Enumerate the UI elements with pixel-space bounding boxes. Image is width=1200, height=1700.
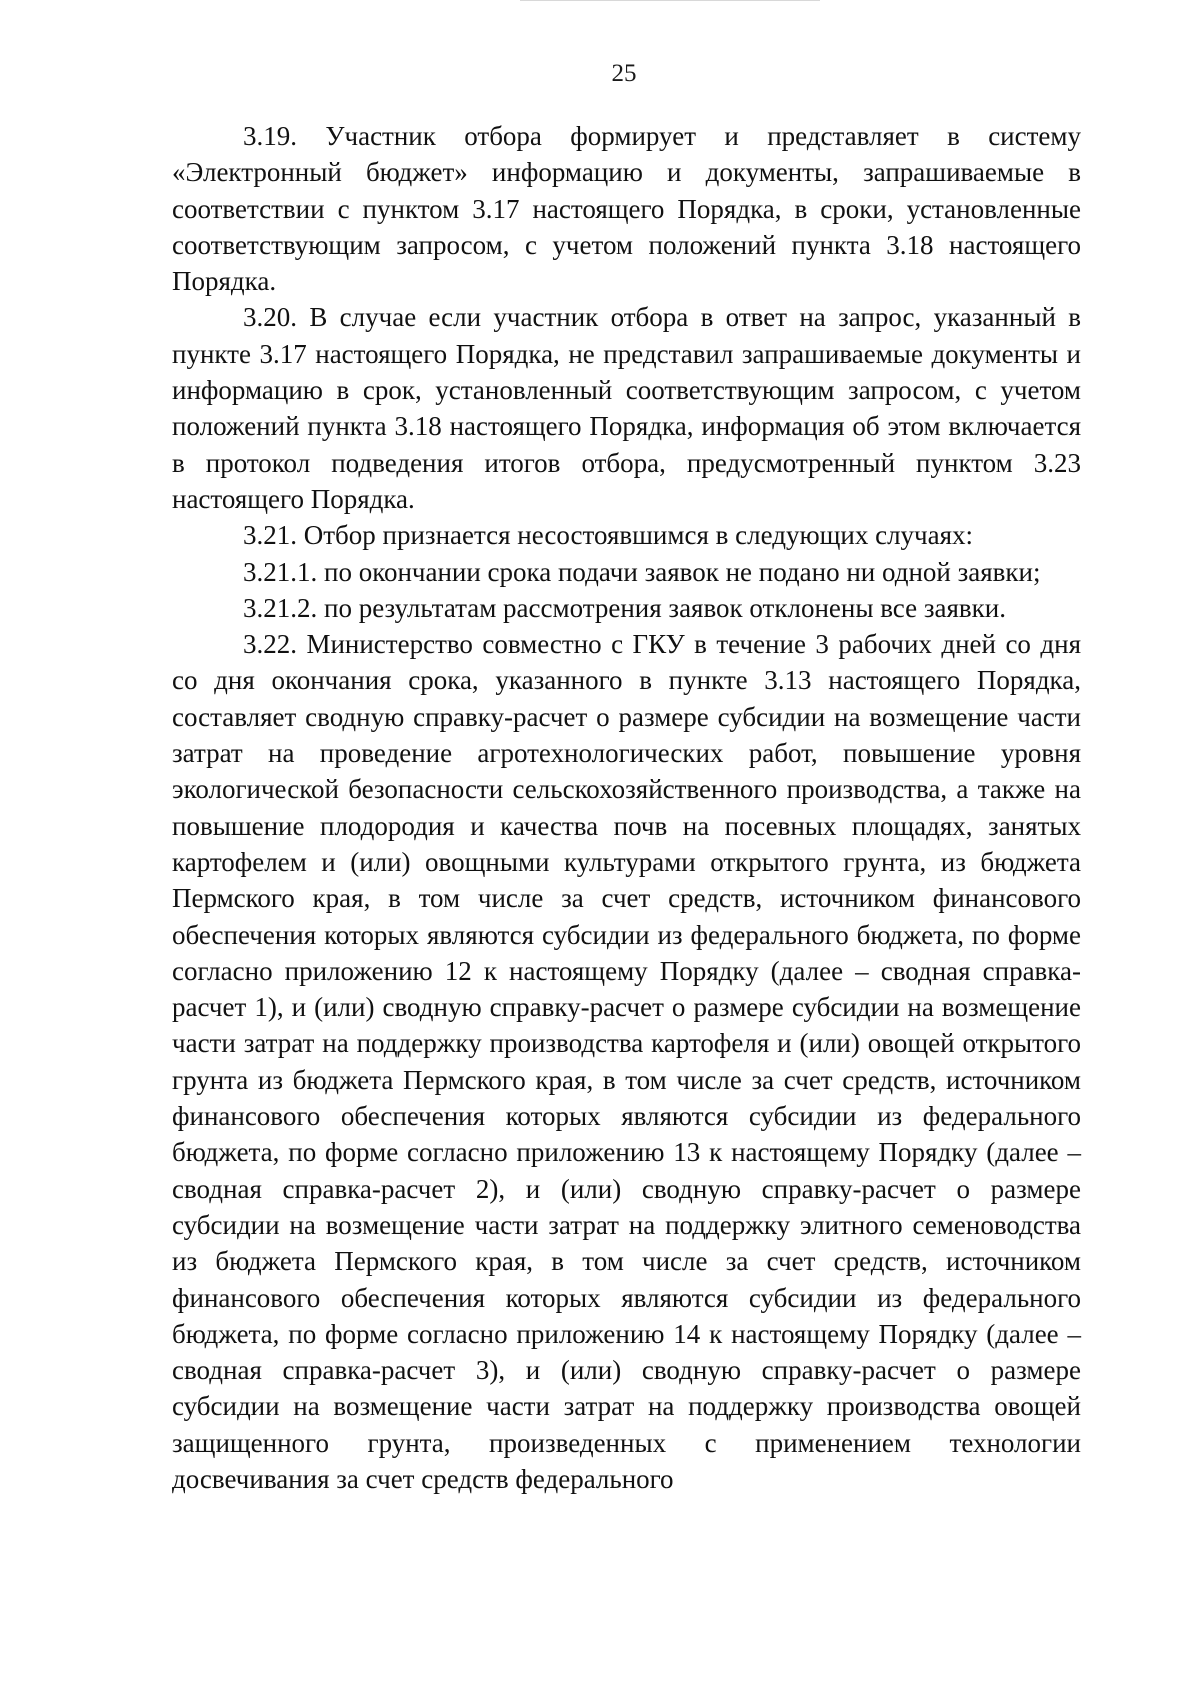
paragraph-3-22: 3.22. Министерство совместно с ГКУ в течение 3 рабочих дней со дня со дня окончания срока, указанного в пункте 3.13 настоящего Порядка, составляет сводную справку-расчет о размере субсидии на возмещение части затрат на проведение агротехнологических работ, повышение уровня экологической безопасности сельскохозяйственного производства, а также на повышение плодородия и качества почв на посевных площадях, занятых картофелем и (или) овощными культурами открытого грунта, из бюджета Пермского края, в том числе за счет средств, источником финансового обеспечения которых являются субсидии из федерального бюджета, по форме согласно приложению 12 к настоящему Порядку (далее – сводная справка-расчет 1), и (или) сводную справку-расчет о размере субсидии на возмещение части затрат на поддержку производства картофеля и (или) овощей открытого грунта из бюджета Пермского края, в том числе за счет средств, источником финансового обеспечения которых являются субсидии из федерального бюджета, по форме согласно приложению 13 к настоящему Порядку (далее – сводная справка-расчет 2), и (или) сводную справку-расчет о размере субсидии на возмещение части затрат на поддержку элитного семеноводства из бюджета Пермского края, в том числе за счет средств, источником финансового обеспечения которых являются субсидии из федерального бюджета, по форме согласно приложению 14 к настоящему Порядку (далее – сводная справка-расчет 3), и (или) сводную справку-расчет о размере субсидии на возмещение части затрат на поддержку производства овощей защищенного грунта, произведенных с применением технологии досвечивания за счет средств федерального	[172, 629, 1081, 1494]
paragraph-3-21-1: 3.21.1. по окончании срока подачи заявок не подано ни одной заявки;	[243, 556, 1041, 587]
page-number: 25	[611, 60, 637, 87]
scan-artifact-top	[520, 0, 820, 1]
paragraph-3-21-2: 3.21.2. по результатам рассмотрения заявок отклонены все заявки.	[243, 592, 1006, 623]
document-body	[172, 118, 1081, 1497]
paragraph-3-20: 3.20. В случае если участник отбора в ответ на запрос, указанный в пункте 3.17 настоящего Порядка, не представил запрашиваемые документы и информацию в срок, установленный соответствующим запросом, с учетом положений пункта 3.18 настоящего Порядка, информация об этом включается в протокол подведения итогов отбора, предусмотренный пунктом 3.23 настоящего Порядка.	[172, 302, 1081, 514]
paragraph-3-19: 3.19. Участник отбора формирует и представляет в систему «Электронный бюджет» информацию и документы, запрашиваемые в соответствии с пунктом 3.17 настоящего Порядка, в сроки, установленные соответствующим запросом, с учетом положений пункта 3.18 настоящего Порядка.	[172, 121, 1081, 297]
paragraph-3-21: 3.21. Отбор признается несостоявшимся в следующих случаях:	[243, 520, 974, 551]
